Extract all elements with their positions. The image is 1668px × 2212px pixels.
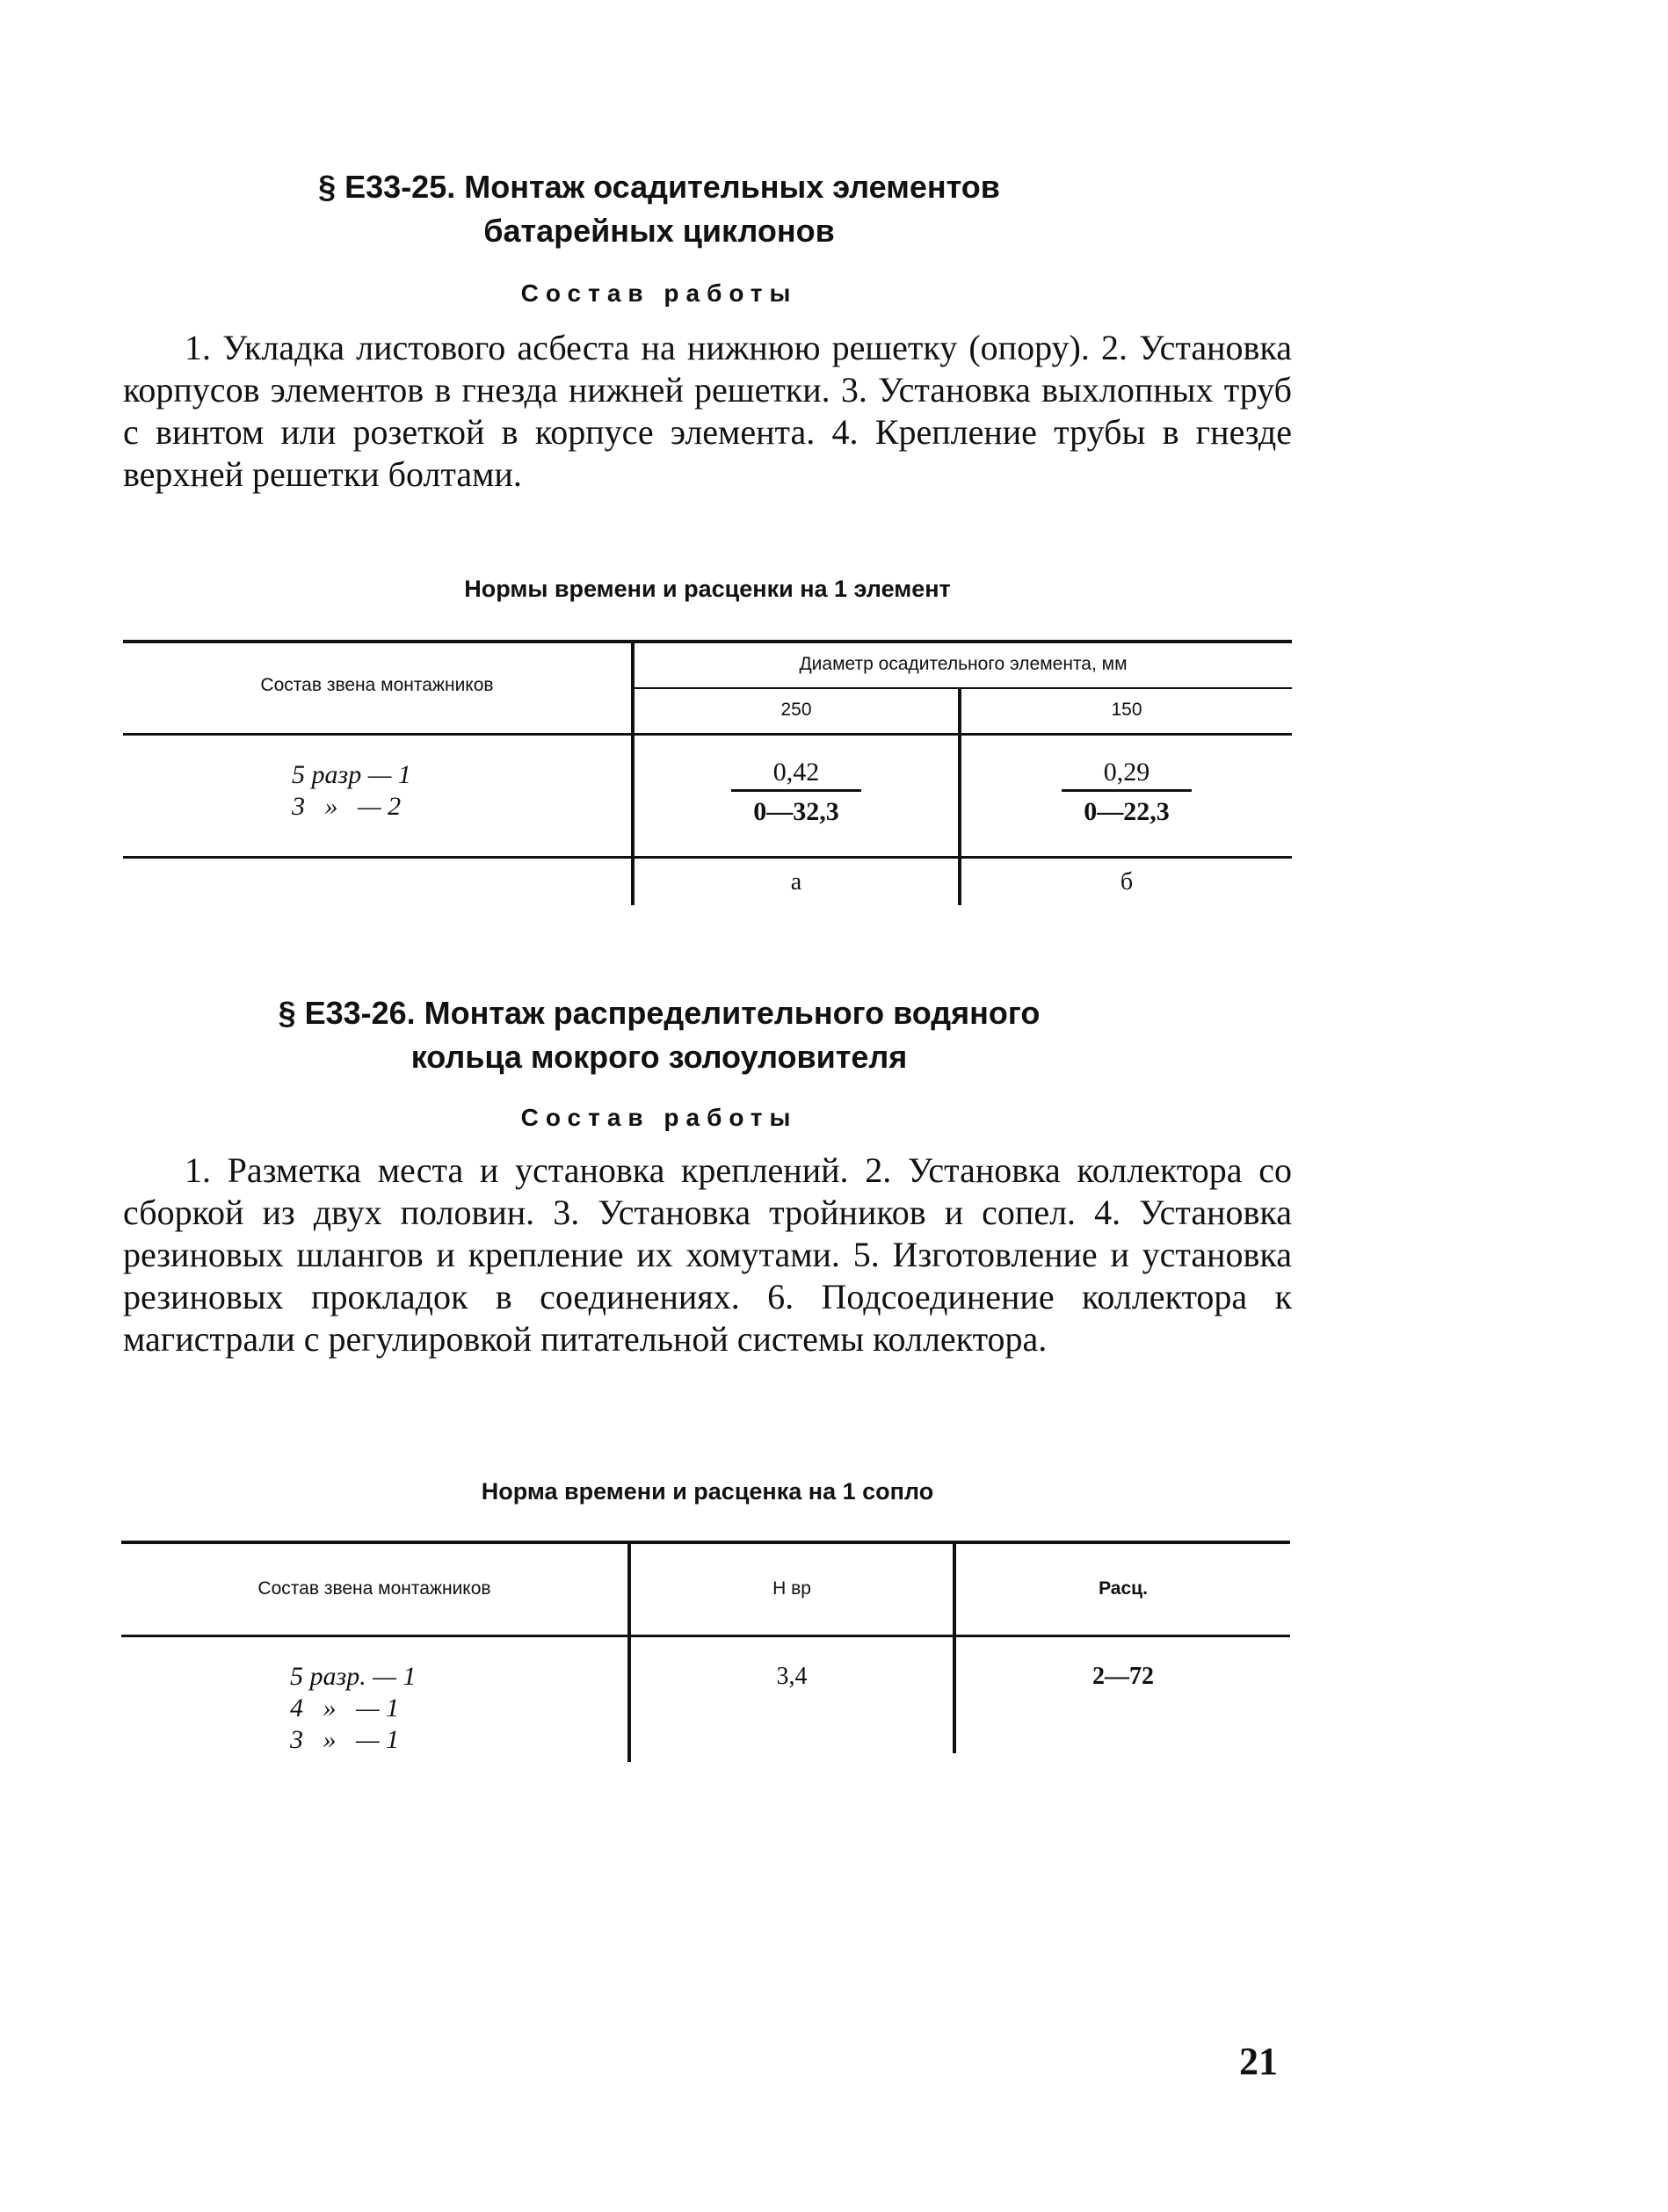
table2-norm-value: 3,4 (776, 1663, 808, 1690)
table1-norm-a: 0,42 (731, 758, 861, 792)
table1-crew: 5 разр — 1 3 » — 2 (292, 760, 411, 821)
table2-header-norm: Н вр (772, 1578, 811, 1599)
section1-subheading: Состав работы (520, 279, 798, 307)
table1-subheader-150: 150 (1111, 700, 1142, 720)
section1-title-line1: § Е33-25. Монтаж осадительных элементов (318, 169, 1000, 205)
section2-title-line1: § Е33-26. Монтаж распределительного водяного (278, 995, 1041, 1031)
table1-price-b: 0—22,3 (1084, 797, 1170, 826)
section2-title-line2: кольца мокрого золоуловителя (410, 1039, 908, 1075)
section1-title-line2: батарейных циклонов (483, 213, 835, 249)
section1-body: 1. Укладка листового асбеста на нижнюю решетку (опору). 2. Установка корпусов элементов в гнезда нижней решетки. 3. Установка выхлопных труб с винтом или розеткой в корпусе элемента. 4. Крепление трубы в гнезде верхней решетки болтами. (123, 328, 1292, 494)
table1-value-b (961, 758, 1292, 827)
table1-subheader-250: 250 (780, 700, 812, 720)
section2-body: 1. Разметка места и установка креплений. 2. Установка коллектора со сборкой из двух половин. 3. Установка тройников и сопел. 4. Установка резиновых шлангов и крепление их хомутами. 5. Изготовление и установка резиновых прокладок в соединениях. 6. Подсоединение коллектора к магистрали с регулировкой питательной системы коллектора. (123, 1150, 1292, 1359)
table2-price-value: 2—72 (1092, 1663, 1154, 1690)
page-number: 21 (1239, 2040, 1278, 2083)
table1-norm-b: 0,29 (1062, 758, 1192, 792)
table1-caption: Нормы времени и расценки на 1 элемент (464, 576, 951, 602)
table1-value-a (635, 758, 958, 827)
table1-price-a: 0—32,3 (753, 797, 839, 826)
table2-crew: 5 разр. — 1 4 » — 1 3 » — 1 (290, 1662, 417, 1754)
table1-col-letter-a: а (790, 868, 802, 896)
table2-caption: Норма времени и расценка на 1 сопло (481, 1478, 934, 1505)
table2-header-crew: Состав звена монтажников (257, 1578, 491, 1599)
table1-col-letter-b: б (1120, 868, 1134, 896)
table1-col-header-crew: Состав звена монтажников (260, 675, 494, 695)
section2-subheading: Состав работы (520, 1104, 798, 1131)
table2-header-price: Расц. (1099, 1578, 1148, 1599)
table1-group-header: Диаметр осадительного элемента, мм (799, 654, 1128, 674)
